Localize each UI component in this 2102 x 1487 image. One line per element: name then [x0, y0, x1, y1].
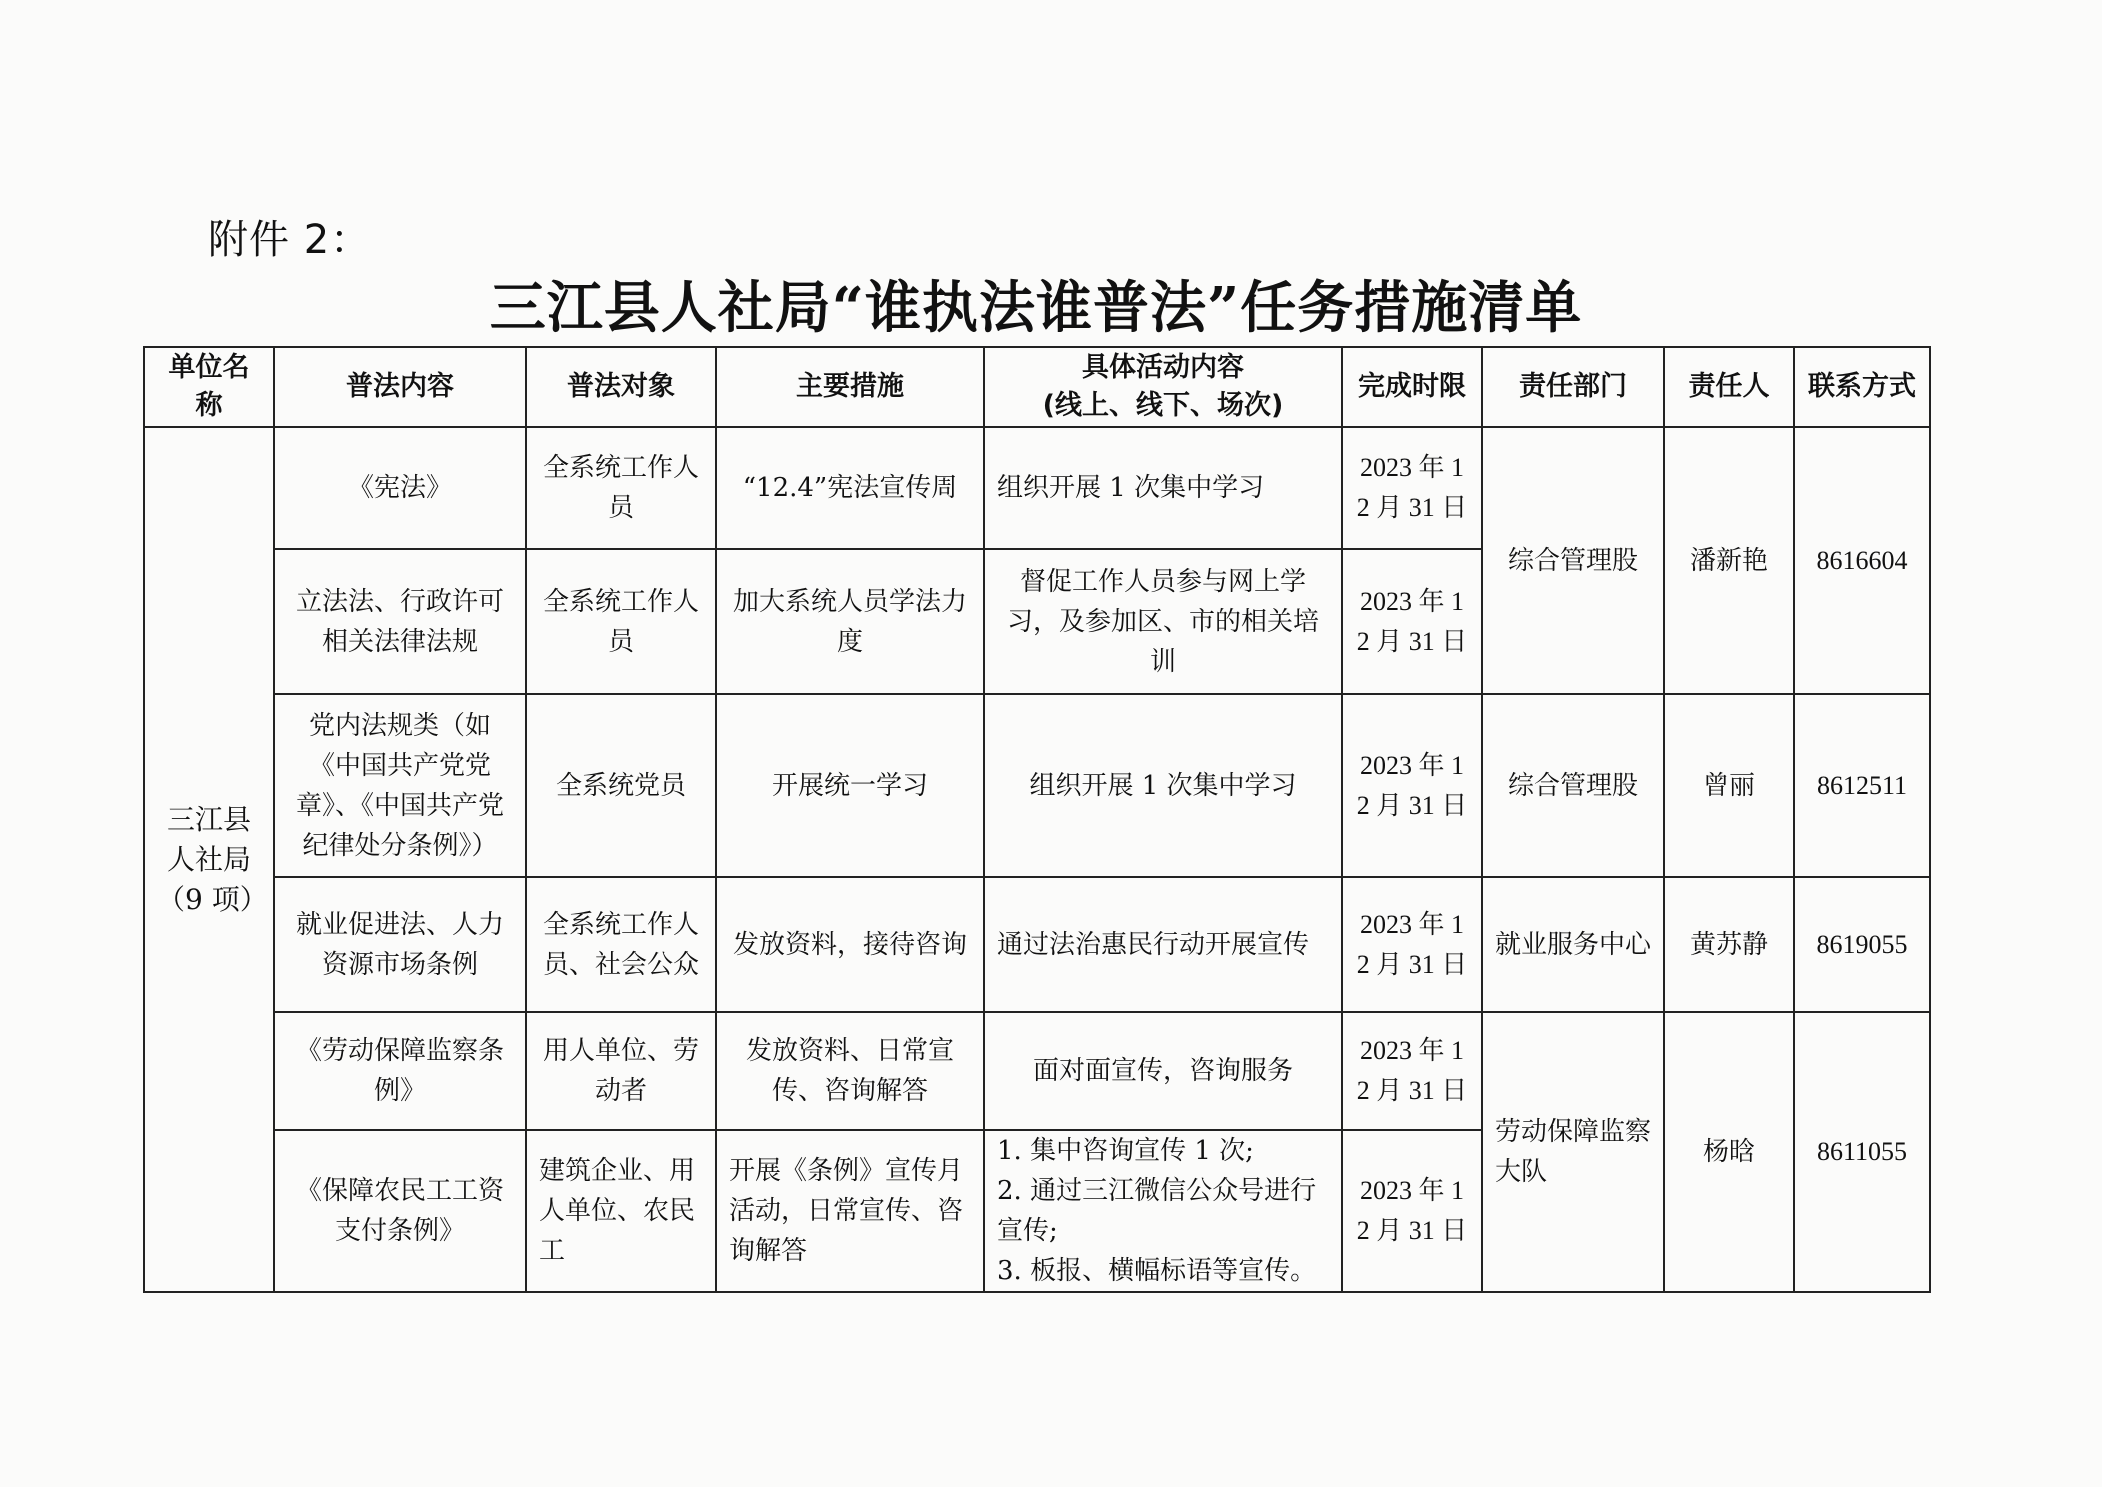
content-cell: 《保障农民工工资支付条例》	[274, 1130, 526, 1292]
dept-cell: 综合管理股	[1482, 427, 1664, 694]
activity-cell: 组织开展 1 次集中学习	[984, 694, 1342, 877]
target-cell: 用人单位、劳动者	[526, 1012, 716, 1130]
contact-cell: 8611055	[1794, 1012, 1930, 1292]
deadline-cell: 2023 年 12 月 31 日	[1342, 1130, 1482, 1292]
task-table	[143, 346, 1931, 1293]
header-dept: 责任部门	[1482, 347, 1664, 427]
header-deadline: 完成时限	[1342, 347, 1482, 427]
person-cell: 杨晗	[1664, 1012, 1794, 1292]
target-cell: 全系统工作人员、社会公众	[526, 877, 716, 1012]
contact-cell: 8619055	[1794, 877, 1930, 1012]
header-activity-line2: (线上、线下、场次)	[1042, 390, 1284, 421]
header-activity	[984, 347, 1342, 427]
target-cell: 全系统工作人员	[526, 427, 716, 549]
content-cell: 《宪法》	[274, 427, 526, 549]
activity-cell: 组织开展 1 次集中学习	[984, 427, 1342, 549]
contact-cell: 8612511	[1794, 694, 1930, 877]
header-content: 普法内容	[274, 347, 526, 427]
person-cell: 黄苏静	[1664, 877, 1794, 1012]
header-person: 责任人	[1664, 347, 1794, 427]
content-cell: 党内法规类（如《中国共产党党章》、《中国共产党纪律处分条例》）	[274, 694, 526, 877]
table-row	[144, 1012, 1930, 1130]
person-cell: 潘新艳	[1664, 427, 1794, 694]
deadline-cell: 2023 年 12 月 31 日	[1342, 549, 1482, 694]
content-cell: 就业促进法、人力资源市场条例	[274, 877, 526, 1012]
activity-item: 3. 板报、横幅标语等宣传。	[997, 1256, 1317, 1286]
target-cell: 全系统党员	[526, 694, 716, 877]
deadline-cell: 2023 年 12 月 31 日	[1342, 427, 1482, 549]
header-activity-line1: 具体活动内容	[1082, 352, 1244, 383]
activity-cell: 督促工作人员参与网上学习，及参加区、市的相关培训	[984, 549, 1342, 694]
page-title: 三江县人社局“谁执法谁普法”任务措施清单	[489, 275, 1583, 341]
header-contact: 联系方式	[1794, 347, 1930, 427]
contact-cell: 8616604	[1794, 427, 1930, 694]
attachment-label: 附件 2：	[208, 217, 372, 263]
dept-cell: 综合管理股	[1482, 694, 1664, 877]
content-cell: 《劳动保障监察条例》	[274, 1012, 526, 1130]
deadline-cell: 2023 年 12 月 31 日	[1342, 1012, 1482, 1130]
activity-item: 1. 集中咨询宣传 1 次;	[997, 1136, 1254, 1166]
table-row	[144, 427, 1930, 549]
target-cell: 建筑企业、用人单位、农民工	[526, 1130, 716, 1292]
activity-cell: 通过法治惠民行动开展宣传	[984, 877, 1342, 1012]
table-row	[144, 694, 1930, 877]
header-measures: 主要措施	[716, 347, 984, 427]
table-row	[144, 877, 1930, 1012]
measures-cell: 发放资料，接待咨询	[716, 877, 984, 1012]
header-target: 普法对象	[526, 347, 716, 427]
dept-cell: 劳动保障监察大队	[1482, 1012, 1664, 1292]
deadline-cell: 2023 年 12 月 31 日	[1342, 694, 1482, 877]
measures-cell: 开展统一学习	[716, 694, 984, 877]
unit-name: 三江县人社局	[166, 802, 251, 876]
content-cell: 立法法、行政许可相关法律法规	[274, 549, 526, 694]
activity-item: 2. 通过三江微信公众号进行宣传;	[997, 1176, 1317, 1246]
measures-cell: 发放资料、日常宣传、咨询解答	[716, 1012, 984, 1130]
unit-count: （9 项）	[157, 882, 268, 916]
target-cell: 全系统工作人员	[526, 549, 716, 694]
unit-cell	[144, 427, 274, 1292]
header-unit: 单位名称	[144, 347, 274, 427]
measures-cell: “12.4”宪法宣传周	[716, 427, 984, 549]
header-row	[144, 347, 1930, 427]
measures-cell: 开展《条例》宣传月活动，日常宣传、咨询解答	[716, 1130, 984, 1292]
measures-cell: 加大系统人员学法力度	[716, 549, 984, 694]
activity-cell	[984, 1130, 1342, 1292]
activity-cell: 面对面宣传，咨询服务	[984, 1012, 1342, 1130]
dept-cell: 就业服务中心	[1482, 877, 1664, 1012]
deadline-cell: 2023 年 12 月 31 日	[1342, 877, 1482, 1012]
person-cell: 曾丽	[1664, 694, 1794, 877]
